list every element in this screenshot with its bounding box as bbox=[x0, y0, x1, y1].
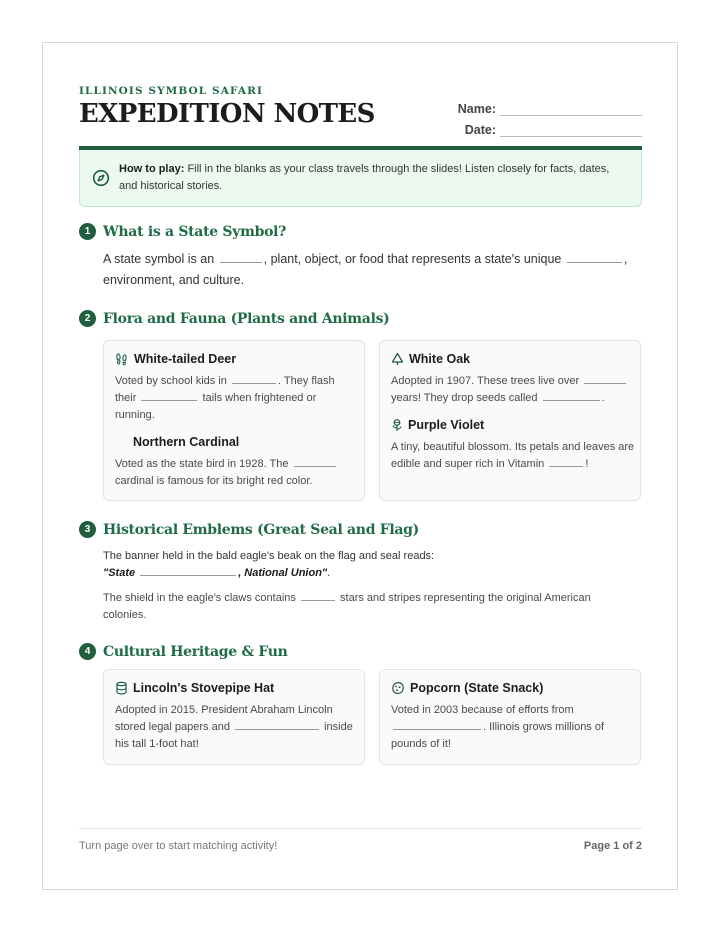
section-title: Flora and Fauna (Plants and Animals) bbox=[103, 310, 390, 327]
section-number: 3 bbox=[79, 521, 96, 538]
section-number: 4 bbox=[79, 643, 96, 660]
date-row bbox=[442, 116, 642, 137]
card-title bbox=[133, 435, 239, 449]
compass-icon bbox=[92, 169, 110, 187]
card-title-text: Popcorn (State Snack) bbox=[410, 681, 544, 695]
section-title: Historical Emblems (Great Seal and Flag) bbox=[103, 521, 419, 538]
text: Voted by school kids in bbox=[115, 375, 227, 387]
footer-divider bbox=[79, 828, 642, 829]
text: Adopted in 2015. President Abraham Lincoln stored legal papers and bbox=[115, 704, 333, 733]
card-title bbox=[391, 418, 484, 432]
card-title bbox=[391, 352, 470, 366]
how-to-play-label: How to play: bbox=[119, 163, 185, 175]
fill-blank[interactable] bbox=[140, 565, 236, 576]
section-2-header bbox=[79, 310, 390, 327]
section-3-header bbox=[79, 521, 419, 538]
text: Voted in 2003 because of efforts from bbox=[391, 704, 574, 716]
text: . bbox=[601, 392, 605, 404]
card-oak-violet bbox=[379, 340, 641, 501]
text: . bbox=[327, 567, 331, 579]
section-number: 2 bbox=[79, 310, 96, 327]
text: stars and stripes representing the original American colonies. bbox=[103, 592, 591, 621]
text: their bbox=[115, 392, 137, 404]
card-title-text: White-tailed Deer bbox=[134, 352, 237, 366]
card-title-text: Purple Violet bbox=[408, 418, 485, 432]
popcorn-icon bbox=[391, 681, 405, 695]
fill-blank[interactable] bbox=[301, 590, 335, 601]
text: "State bbox=[103, 567, 136, 579]
card-title bbox=[115, 352, 236, 366]
card-title-text: White Oak bbox=[409, 352, 471, 366]
card-title bbox=[391, 681, 543, 695]
fill-blank[interactable] bbox=[232, 373, 276, 384]
date-label: Date: bbox=[464, 123, 496, 137]
section-4-header bbox=[79, 643, 288, 660]
card-body bbox=[391, 702, 621, 753]
fill-blank[interactable] bbox=[584, 373, 626, 384]
hat-icon bbox=[115, 681, 128, 695]
card-body bbox=[391, 373, 636, 407]
motto-quote bbox=[103, 567, 327, 579]
text: tails when frightened or running. bbox=[115, 392, 317, 421]
card-body bbox=[115, 373, 355, 424]
card-body bbox=[391, 439, 636, 473]
fill-blank[interactable] bbox=[549, 456, 583, 467]
section-3-shield-text bbox=[103, 590, 633, 624]
fill-blank[interactable] bbox=[294, 456, 336, 467]
name-row bbox=[442, 95, 642, 116]
text: , environment, and culture. bbox=[103, 252, 628, 287]
text: A tiny, beautiful blossom. Its petals and leaves are edible and super rich in Vitamin bbox=[391, 441, 635, 470]
card-title-text: Northern Cardinal bbox=[133, 435, 240, 449]
section-number: 1 bbox=[79, 223, 96, 240]
text: Voted as the state bird in 1928. The bbox=[115, 458, 289, 470]
card-title-text: Lincoln's Stovepipe Hat bbox=[133, 681, 275, 695]
card-stovepipe-hat bbox=[103, 669, 365, 765]
fill-blank[interactable] bbox=[235, 719, 319, 730]
text: The shield in the eagle's claws contains bbox=[103, 592, 296, 604]
text: , plant, object, or food that represents a state's unique bbox=[263, 252, 562, 266]
section-1-text bbox=[103, 249, 633, 291]
name-line[interactable] bbox=[500, 104, 642, 116]
fill-blank[interactable] bbox=[141, 390, 197, 401]
fill-blank[interactable] bbox=[220, 252, 262, 263]
text: , National Union" bbox=[238, 567, 328, 579]
section-3-text bbox=[103, 548, 633, 582]
date-line[interactable] bbox=[500, 125, 642, 137]
card-body bbox=[115, 456, 355, 490]
footprints-icon bbox=[115, 352, 129, 366]
section-title: What is a State Symbol? bbox=[103, 223, 287, 240]
text: cardinal is famous for its bright red color. bbox=[115, 475, 313, 487]
section-title: Cultural Heritage & Fun bbox=[103, 643, 288, 660]
flower-icon bbox=[391, 418, 403, 432]
how-to-play-box bbox=[79, 150, 642, 207]
kicker: ILLINOIS SYMBOL SAFARI bbox=[79, 85, 263, 97]
text: . They flash bbox=[277, 375, 335, 387]
fill-blank[interactable] bbox=[393, 719, 481, 730]
how-to-play-instructions: Fill in the blanks as your class travels through the slides! Listen closely for facts, dates, and historical stories. bbox=[119, 163, 610, 192]
page-number: Page 1 of 2 bbox=[583, 840, 642, 852]
worksheet-page bbox=[42, 42, 678, 890]
card-popcorn bbox=[379, 669, 641, 765]
text: years! They drop seeds called bbox=[391, 392, 538, 404]
section-1-header bbox=[79, 223, 286, 240]
card-title bbox=[115, 681, 274, 695]
tree-icon bbox=[391, 352, 404, 366]
text: . Illinois grows millions of pounds of it! bbox=[391, 721, 605, 750]
text: ! bbox=[585, 458, 589, 470]
text: Adopted in 1907. These trees live over bbox=[391, 375, 580, 387]
card-deer-cardinal bbox=[103, 340, 365, 501]
name-date-fields bbox=[442, 95, 642, 137]
fill-blank[interactable] bbox=[543, 390, 600, 401]
how-to-play-text bbox=[119, 161, 629, 195]
fill-blank[interactable] bbox=[567, 252, 622, 263]
text: inside his tall 1-foot hat! bbox=[115, 721, 353, 750]
text: The banner held in the bald eagle's beak on the flag and seal reads: bbox=[103, 550, 435, 562]
page-title: EXPEDITION NOTES bbox=[79, 99, 375, 129]
footer-note: Turn page over to start matching activity! bbox=[79, 840, 278, 852]
text: A state symbol is an bbox=[103, 252, 215, 266]
name-label: Name: bbox=[457, 102, 496, 116]
card-body bbox=[115, 702, 360, 753]
